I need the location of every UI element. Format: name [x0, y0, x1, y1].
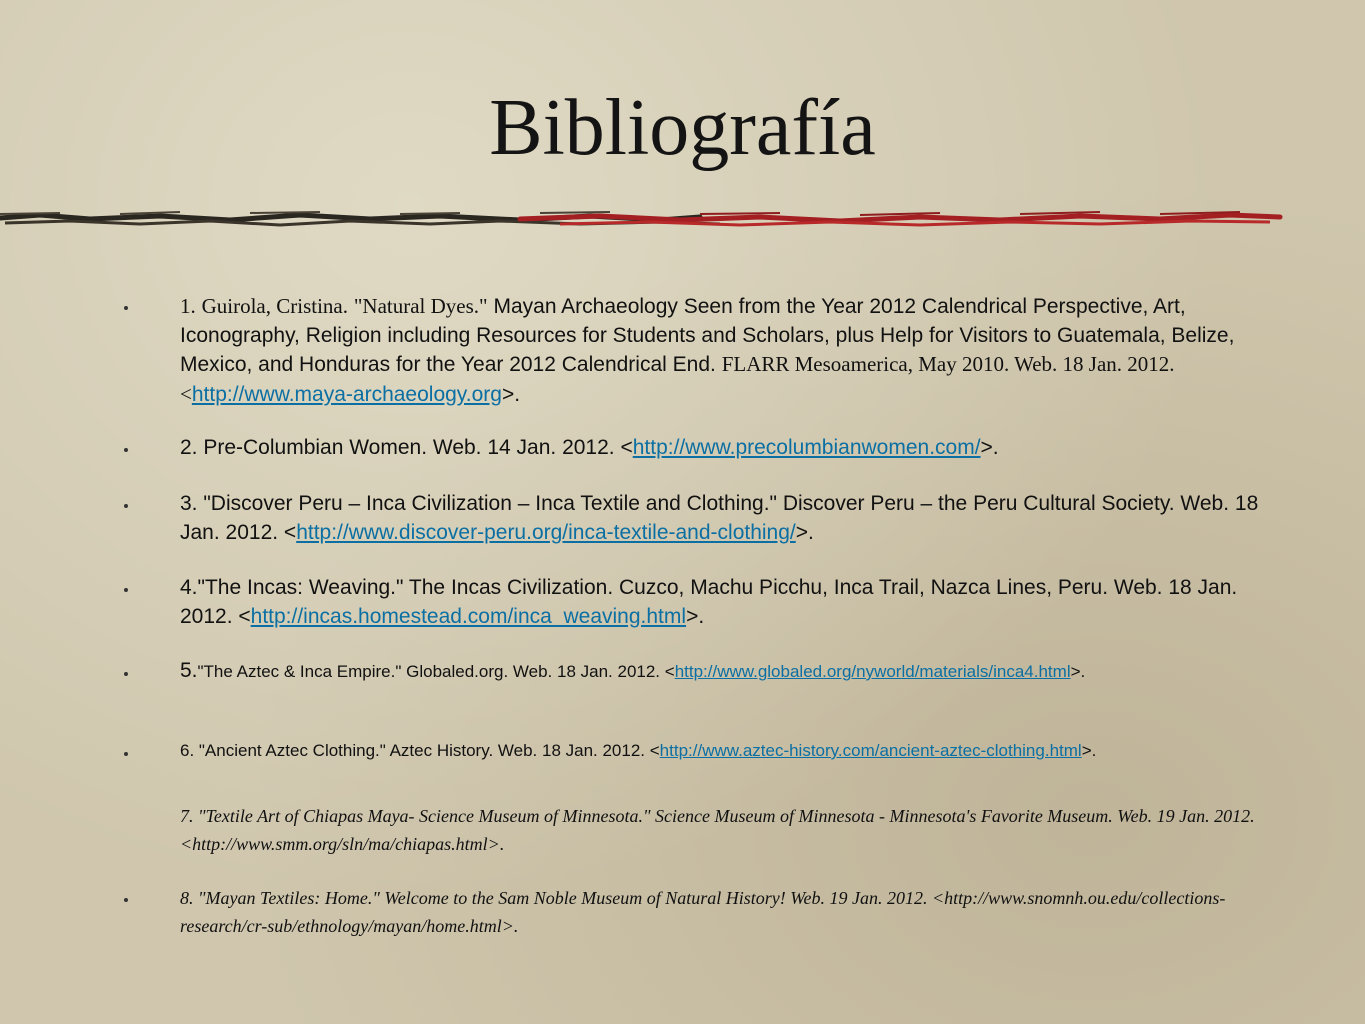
bibliography-entry-8 — [180, 884, 1265, 940]
bibliography-entry-7 — [180, 802, 1265, 858]
entry-text: 4."The Incas: Weaving." The Incas Civilization. Cuzco, Machu Picchu, Inca Trail, Nazca Lines, Peru. Web. 18 Jan. 2012. < — [180, 576, 1238, 628]
bibliography-entry-1 — [180, 292, 1265, 412]
entry-end: >. — [1070, 662, 1086, 681]
entry-link[interactable]: http://www.maya-archaeology.org — [191, 382, 502, 406]
decorative-rule — [0, 202, 1290, 242]
bullet-icon — [124, 306, 128, 310]
entry-end: >. — [501, 382, 521, 406]
bibliography-entry-6 — [180, 738, 1265, 790]
bibliography-entry-4 — [180, 574, 1265, 632]
entry-link[interactable]: http://www.aztec-history.com/ancient-aztec-clothing.html — [659, 741, 1082, 760]
bibliography-entry-5 — [180, 658, 1265, 710]
entry-article: "Natural Dyes." — [353, 294, 488, 318]
bullet-icon — [124, 448, 128, 452]
entry-number: 5. — [180, 659, 198, 682]
entry-publication: FLARR Mesoamerica, May 2010. Web. 18 Jan. 2012. < — [180, 352, 1175, 406]
entry-text: 8. "Mayan Textiles: Home." Welcome to the Sam Noble Museum of Natural History! Web. 19 Jan. 2012. <http://www.snomnh.ou.edu/collections-research/cr-sub/ethnology/mayan/home.html>. — [180, 888, 1226, 936]
entry-end: >. — [980, 436, 999, 459]
entry-end: >. — [686, 604, 705, 628]
bullet-icon — [124, 504, 128, 508]
bullet-icon — [124, 672, 128, 676]
entry-text: "The Aztec & Inca Empire." Globaled.org. Web. 18 Jan. 2012. < — [197, 662, 675, 681]
bibliography-entry-2 — [180, 434, 1265, 468]
entry-link[interactable]: http://www.precolumbianwomen.com/ — [632, 436, 981, 459]
entry-author: Guirola, Cristina. — [201, 294, 348, 318]
entry-link[interactable]: http://www.globaled.org/nyworld/materials/inca4.html — [674, 662, 1071, 681]
entry-number: 1. — [180, 294, 196, 318]
entry-text: 3. "Discover Peru – Inca Civilization – Inca Textile and Clothing." Discover Peru – the Peru Cultural Society. Web. 18 Jan. 2012. < — [180, 492, 1259, 544]
bullet-icon — [124, 898, 128, 902]
bullet-icon — [124, 588, 128, 592]
bibliography-list — [180, 292, 1265, 940]
entry-text: 2. Pre-Columbian Women. Web. 14 Jan. 2012. < — [180, 436, 633, 459]
entry-link[interactable]: http://incas.homestead.com/inca_weaving.html — [250, 604, 687, 628]
entry-end: >. — [795, 520, 814, 544]
bullet-icon — [124, 752, 128, 756]
bibliography-entry-3 — [180, 490, 1265, 548]
entry-text: 7. "Textile Art of Chiapas Maya- Science Museum of Minnesota." Science Museum of Minnesota - Minnesota's Favorite Museum. Web. 19 Jan. 2012. <http://www.smm.org/sln/ma/chiapas.html>. — [180, 806, 1255, 854]
slide-title: Bibliografía — [489, 84, 876, 172]
entry-site: Mayan Archaeology Seen from the Year 2012 Calendrical Perspective, Art, Iconography, Religion including Resources for Students and Scholars, plus Help for Visitors to Guatemala, Belize, Mexico, and Honduras for the Year 2012 Calendrical End. — [180, 295, 1235, 377]
entry-text: 6. "Ancient Aztec Clothing." Aztec History. Web. 18 Jan. 2012. < — [180, 741, 660, 760]
entry-end: >. — [1081, 741, 1097, 760]
entry-link[interactable]: http://www.discover-peru.org/inca-textile-and-clothing/ — [296, 520, 796, 544]
